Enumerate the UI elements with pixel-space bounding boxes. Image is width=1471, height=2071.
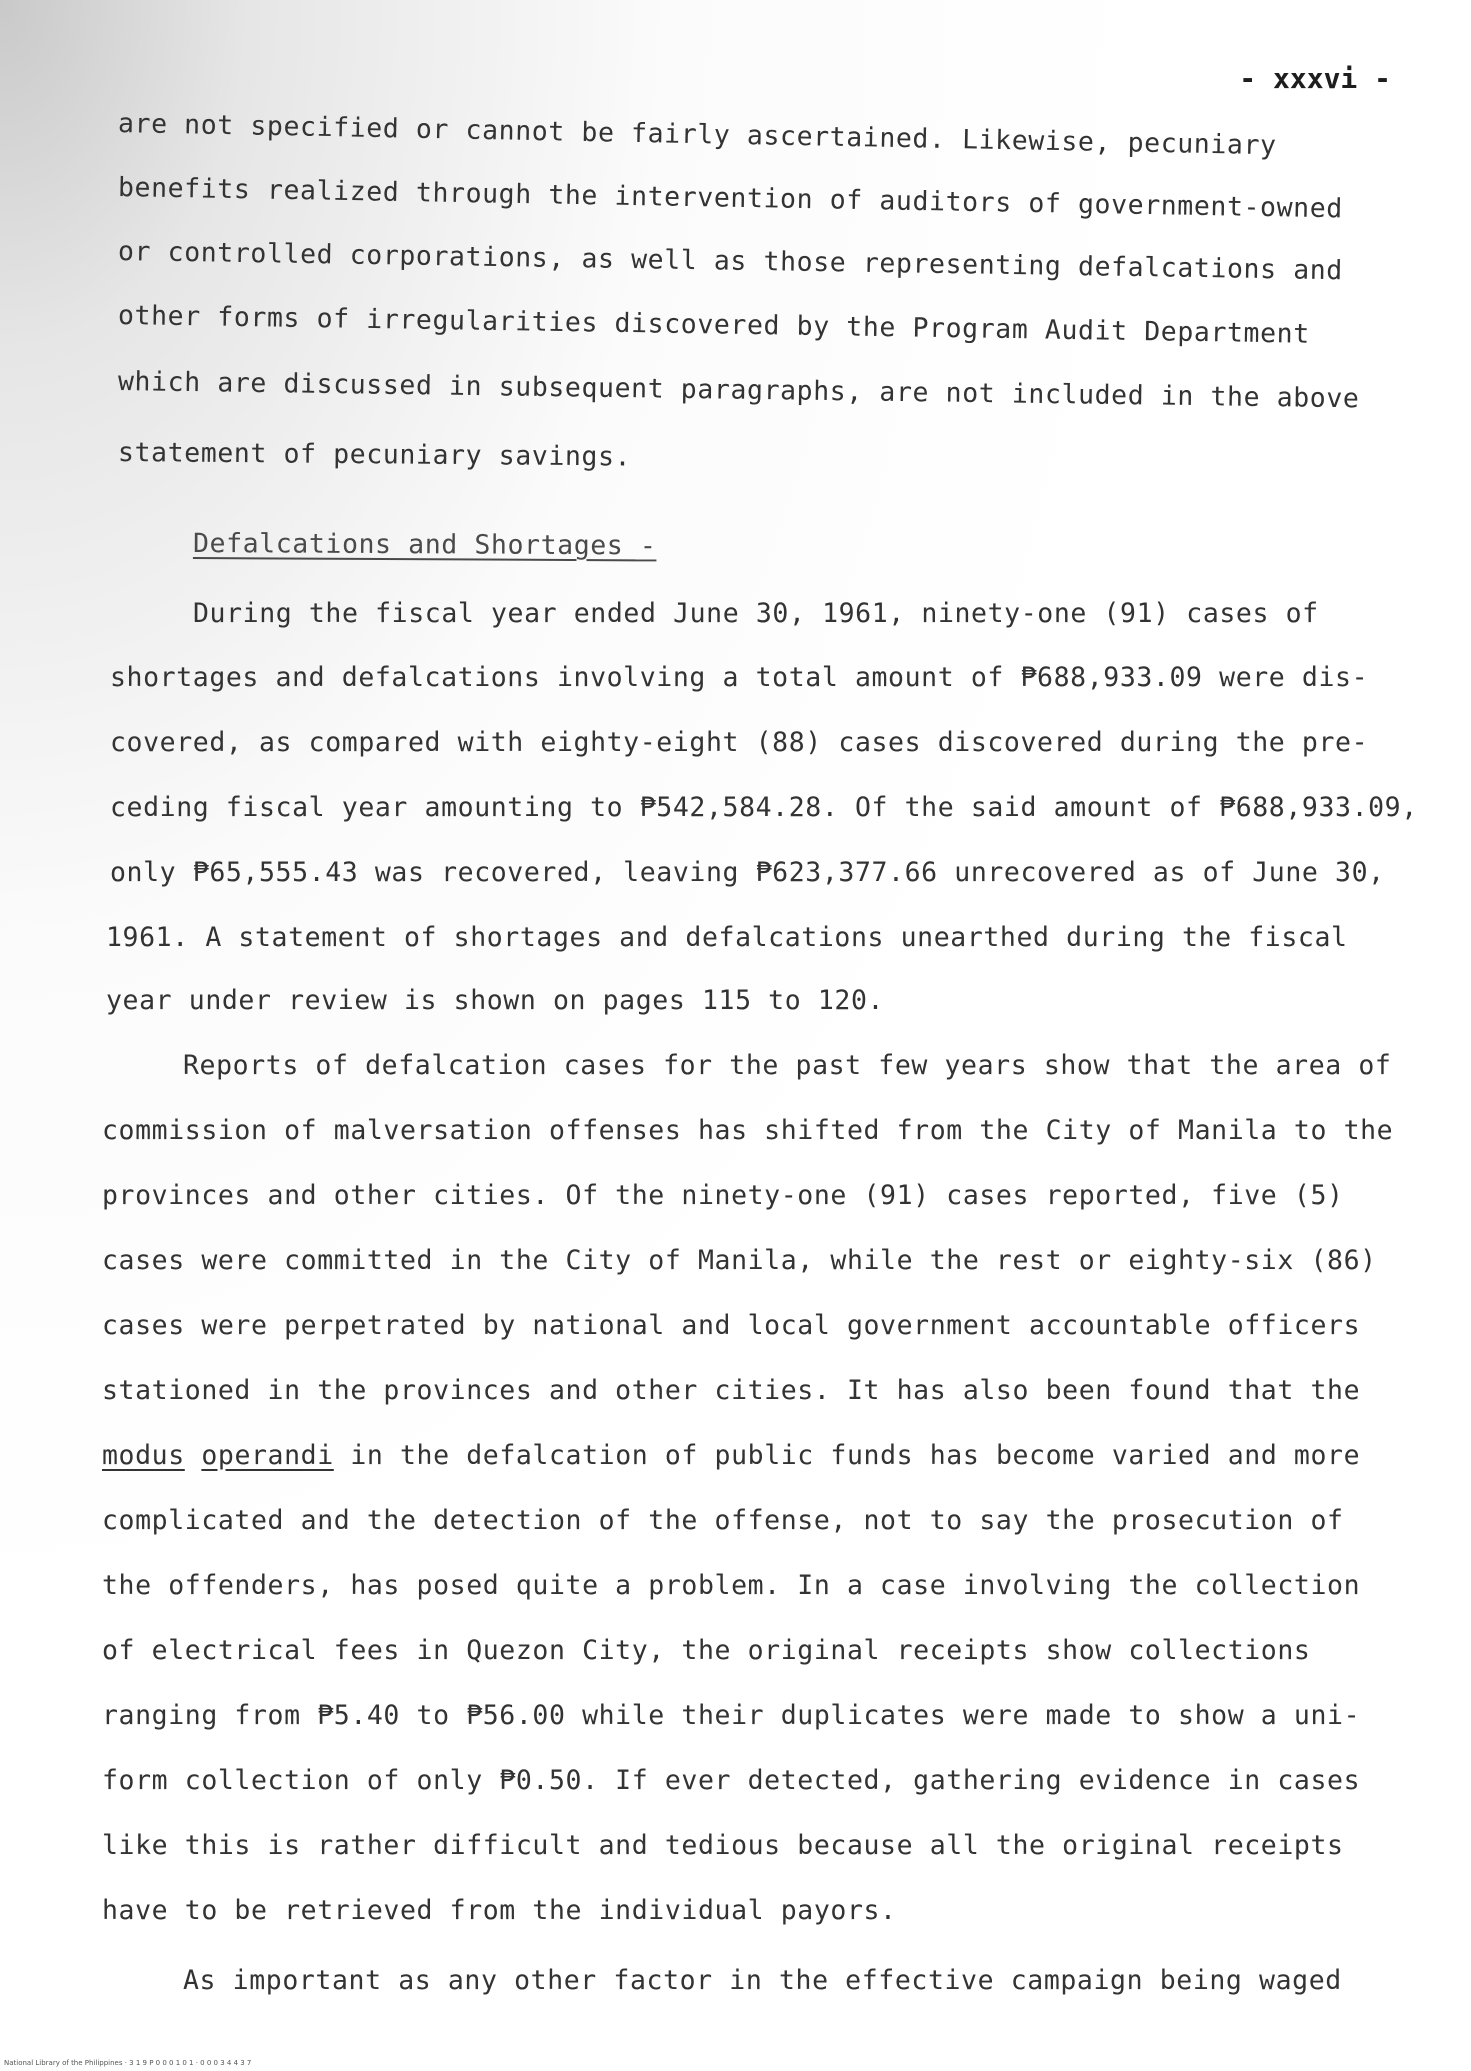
section-heading	[193, 528, 657, 561]
text-line: form collection of only ₱0.50. If ever detected, gathering evidence in cases	[102, 1765, 1361, 1796]
text-line: stationed in the provinces and other cities. It has also been found that the	[102, 1375, 1361, 1406]
text-line: commission of malversation offenses has shifted from the City of Manila to the	[102, 1115, 1394, 1146]
text-line: only ₱65,555.43 was recovered, leaving ₱623,377.66 unrecovered as of June 30,	[110, 857, 1385, 888]
text-line: or controlled corporations, as well as those representing defalcations and	[117, 236, 1344, 287]
text-line: benefits realized through the intervention of auditors of government-owned	[117, 172, 1344, 225]
text-line: 1961. A statement of shortages and defalcations unearthed during the fiscal	[106, 922, 1348, 953]
text-line: cases were perpetrated by national and local government accountable officers	[102, 1310, 1361, 1341]
text-line: As important as any other factor in the effective campaign being waged	[183, 1965, 1342, 1996]
text-line-rest: in the defalcation of public funds has become varied and more	[333, 1440, 1361, 1471]
modus-word: modus	[102, 1440, 185, 1471]
text-line: have to be retrieved from the individual payors.	[102, 1895, 897, 1926]
text-line: of electrical fees in Quezon City, the original receipts show collections	[102, 1635, 1311, 1666]
text-line: cases were committed in the City of Manila, while the rest or eighty-six (86)	[102, 1245, 1377, 1276]
text-line: like this is rather difficult and tedious because all the original receipts	[102, 1830, 1344, 1861]
text-line: year under review is shown on pages 115 to 120.	[106, 985, 885, 1016]
text-line: Reports of defalcation cases for the past few years show that the area of	[183, 1050, 1392, 1081]
text-line: ranging from ₱5.40 to ₱56.00 while their duplicates were made to show a uni-	[102, 1700, 1361, 1731]
text-line: statement of pecuniary savings.	[117, 437, 632, 473]
text-line: the offenders, has posed quite a problem. In a case involving the collection	[102, 1570, 1361, 1601]
text-line: other forms of irregularities discovered by the Program Audit Department	[117, 300, 1311, 350]
text-line: complicated and the detection of the offense, not to say the prosecution of	[102, 1505, 1344, 1536]
archive-footer: National Library of the Philippines · 3 1 9 P 0 0 0 1 0 1 · 0 0 0 3 4 4 3 7	[4, 2059, 252, 2067]
text-line: During the fiscal year ended June 30, 1961, ninety-one (91) cases of	[193, 598, 1319, 629]
text-line: covered, as compared with eighty-eight (88) cases discovered during the pre-	[110, 727, 1369, 758]
text-line: provinces and other cities. Of the ninety-one (91) cases reported, five (5)	[102, 1180, 1344, 1211]
section-heading-text: Defalcations and Shortages -	[192, 528, 657, 562]
text-line	[102, 1440, 1360, 1471]
text-line: which are discussed in subsequent paragraphs, are not included in the above	[117, 366, 1360, 415]
text-line: are not specified or cannot be fairly ascertained. Likewise, pecuniary	[117, 108, 1277, 162]
text-line: ceding fiscal year amounting to ₱542,584.28. Of the said amount of ₱688,933.09,	[110, 792, 1418, 823]
operandi-word: operandi	[201, 1440, 334, 1471]
page-number: - xxxvi -	[1239, 62, 1391, 95]
text-line: shortages and defalcations involving a total amount of ₱688,933.09 were dis-	[110, 662, 1369, 693]
